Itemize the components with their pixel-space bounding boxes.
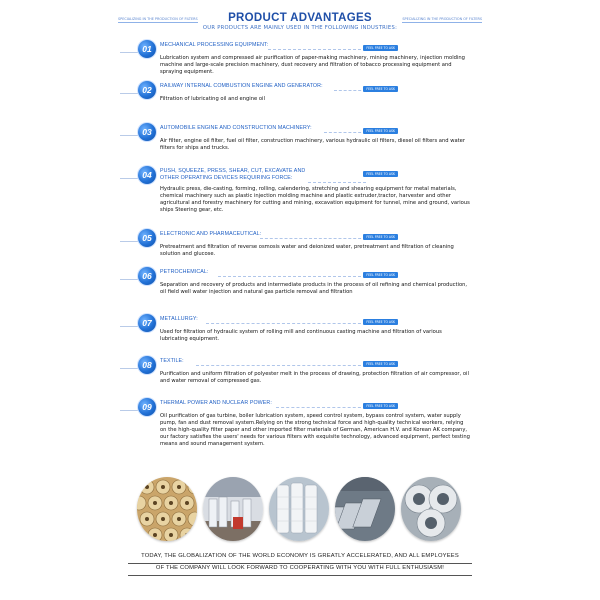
industry-description: Filtration of lubricating oil and engine oil [160,96,265,102]
factory-interior-photo [203,477,263,541]
header-side-right: SPECIALIZING IN THE PRODUCTION OF FILTERS [402,17,482,21]
footer-line-2: OF THE COMPANY WILL LOOK FORWARD TO COOPERATING WITH YOU WITH FULL ENTHUSIASM! [155,565,445,571]
filter-stack-photo [137,477,197,541]
industry-description: Used for filtration of hydraulic system of rolling mill and continuous casting machine and filtration of various lubricating equipment. [160,329,442,342]
page-header [0,8,600,38]
feel-free-tag[interactable]: FEEL FREE TO ASK [363,171,398,177]
factory-photo-strip [137,477,462,541]
industry-title: METALLURGY: [160,316,198,322]
number-badge: 03 [138,123,156,141]
industry-title: RAILWAY INTERNAL COMBUSTION ENGINE AND GENERATOR: [160,83,323,89]
industry-description: Air filter, engine oil filter, fuel oil filter, construction machinery, various hydraulic oil filters, diesel oil filters and water filters for ships and trucks. [160,138,465,151]
industry-title: AUTOMOBILE ENGINE AND CONSTRUCTION MACHINERY: [160,125,312,131]
header-side-left: SPECIALIZING IN THE PRODUCTION OF FILTERS [118,17,198,21]
number-badge: 02 [138,81,156,99]
number-badge: 05 [138,229,156,247]
number-badge: 04 [138,166,156,184]
industry-title: PETROCHEMICAL: [160,269,209,275]
number-badge: 09 [138,398,156,416]
industry-description: Oil purification of gas turbine, boiler lubrication system, speed control system, bypass control system, water supply pump, fan and dust removal system.Relying on the strong technical force and high-quality technical workers, relying on the high-quality filter paper and other imported filter materials of German, American H.V. and Korean AK company, our factory satisfies the users' needs for various filters with exquisite technology, advanced equipment, perfect testing means and sound management system. [160,413,470,447]
feel-free-tag[interactable]: FEEL FREE TO ASK [363,319,398,325]
feel-free-tag[interactable]: FEEL FREE TO ASK [363,361,398,367]
feel-free-tag[interactable]: FEEL FREE TO ASK [363,403,398,409]
industry-description: Hydraulic press, die-casting, forming, rolling, calendering, stretching and shearing equipment for metal materials, chemical machinery such as plastic injection molding machine and plastic extruder,tractor, harvester and other agricultural and forestry machinery for cutting and mining, excavation equipment for tunnel, mine and ground, various ships Steering gear, etc. [160,186,470,213]
industry-title: THERMAL POWER AND NUCLEAR POWER: [160,400,272,406]
page-title: PRODUCT ADVANTAGES [228,12,372,24]
industry-title: TEXTILE: [160,358,184,364]
industry-title: ELECTRONIC AND PHARMACEUTICAL: [160,231,262,237]
page-subtitle: OUR PRODUCTS ARE MAINLY USED IN THE FOLLOWING INDUSTRIES: [202,25,398,31]
footer-divider [128,563,472,564]
number-badge: 06 [138,267,156,285]
industry-description: Lubrication system and compressed air purification of paper-making machinery, mining machinery, injection molding machine and large-scale precision machinery, dust recovery and filtration of tobacco processing equipment and spraying equipment. [160,55,465,75]
feel-free-tag[interactable]: FEEL FREE TO ASK [363,86,398,92]
filter-cartridges-photo [269,477,329,541]
industry-title: PUSH, SQUEEZE, PRESS, SHEAR, CUT, EXCAVATE AND [160,168,306,174]
industry-title-line2: OTHER OPERATING DEVICES REQUIRING FORCE: [160,175,293,181]
industry-description: Purification and uniform filtration of polyester melt in the process of drawing, protection filtration of air compressor, oil and water removal of compressed gas. [160,371,469,384]
feel-free-tag[interactable]: FEEL FREE TO ASK [363,272,398,278]
number-badge: 07 [138,314,156,332]
number-badge: 01 [138,40,156,58]
industry-description: Pretreatment and filtration of reverse osmosis water and deionized water, pretreatment and filtration of cleaning solution and glucose. [160,244,454,257]
feel-free-tag[interactable]: FEEL FREE TO ASK [363,128,398,134]
footer-divider [128,575,472,576]
footer-line-1: TODAY, THE GLOBALIZATION OF THE WORLD ECONOMY IS GREATLY ACCELERATED, AND ALL EMPLOYEES [141,553,459,559]
feel-free-tag[interactable]: FEEL FREE TO ASK [363,234,398,240]
production-line-photo [335,477,395,541]
feel-free-tag[interactable]: FEEL FREE TO ASK [363,45,398,51]
number-badge: 08 [138,356,156,374]
industrial-filter-drums-photo [401,477,461,541]
industry-description: Separation and recovery of products and intermediate products in the process of oil refining and chemical production, oil field well water injection and natural gas particle removal and filtration [160,282,468,295]
industry-title: MECHANICAL PROCESSING EQUIPMENT: [160,42,269,48]
